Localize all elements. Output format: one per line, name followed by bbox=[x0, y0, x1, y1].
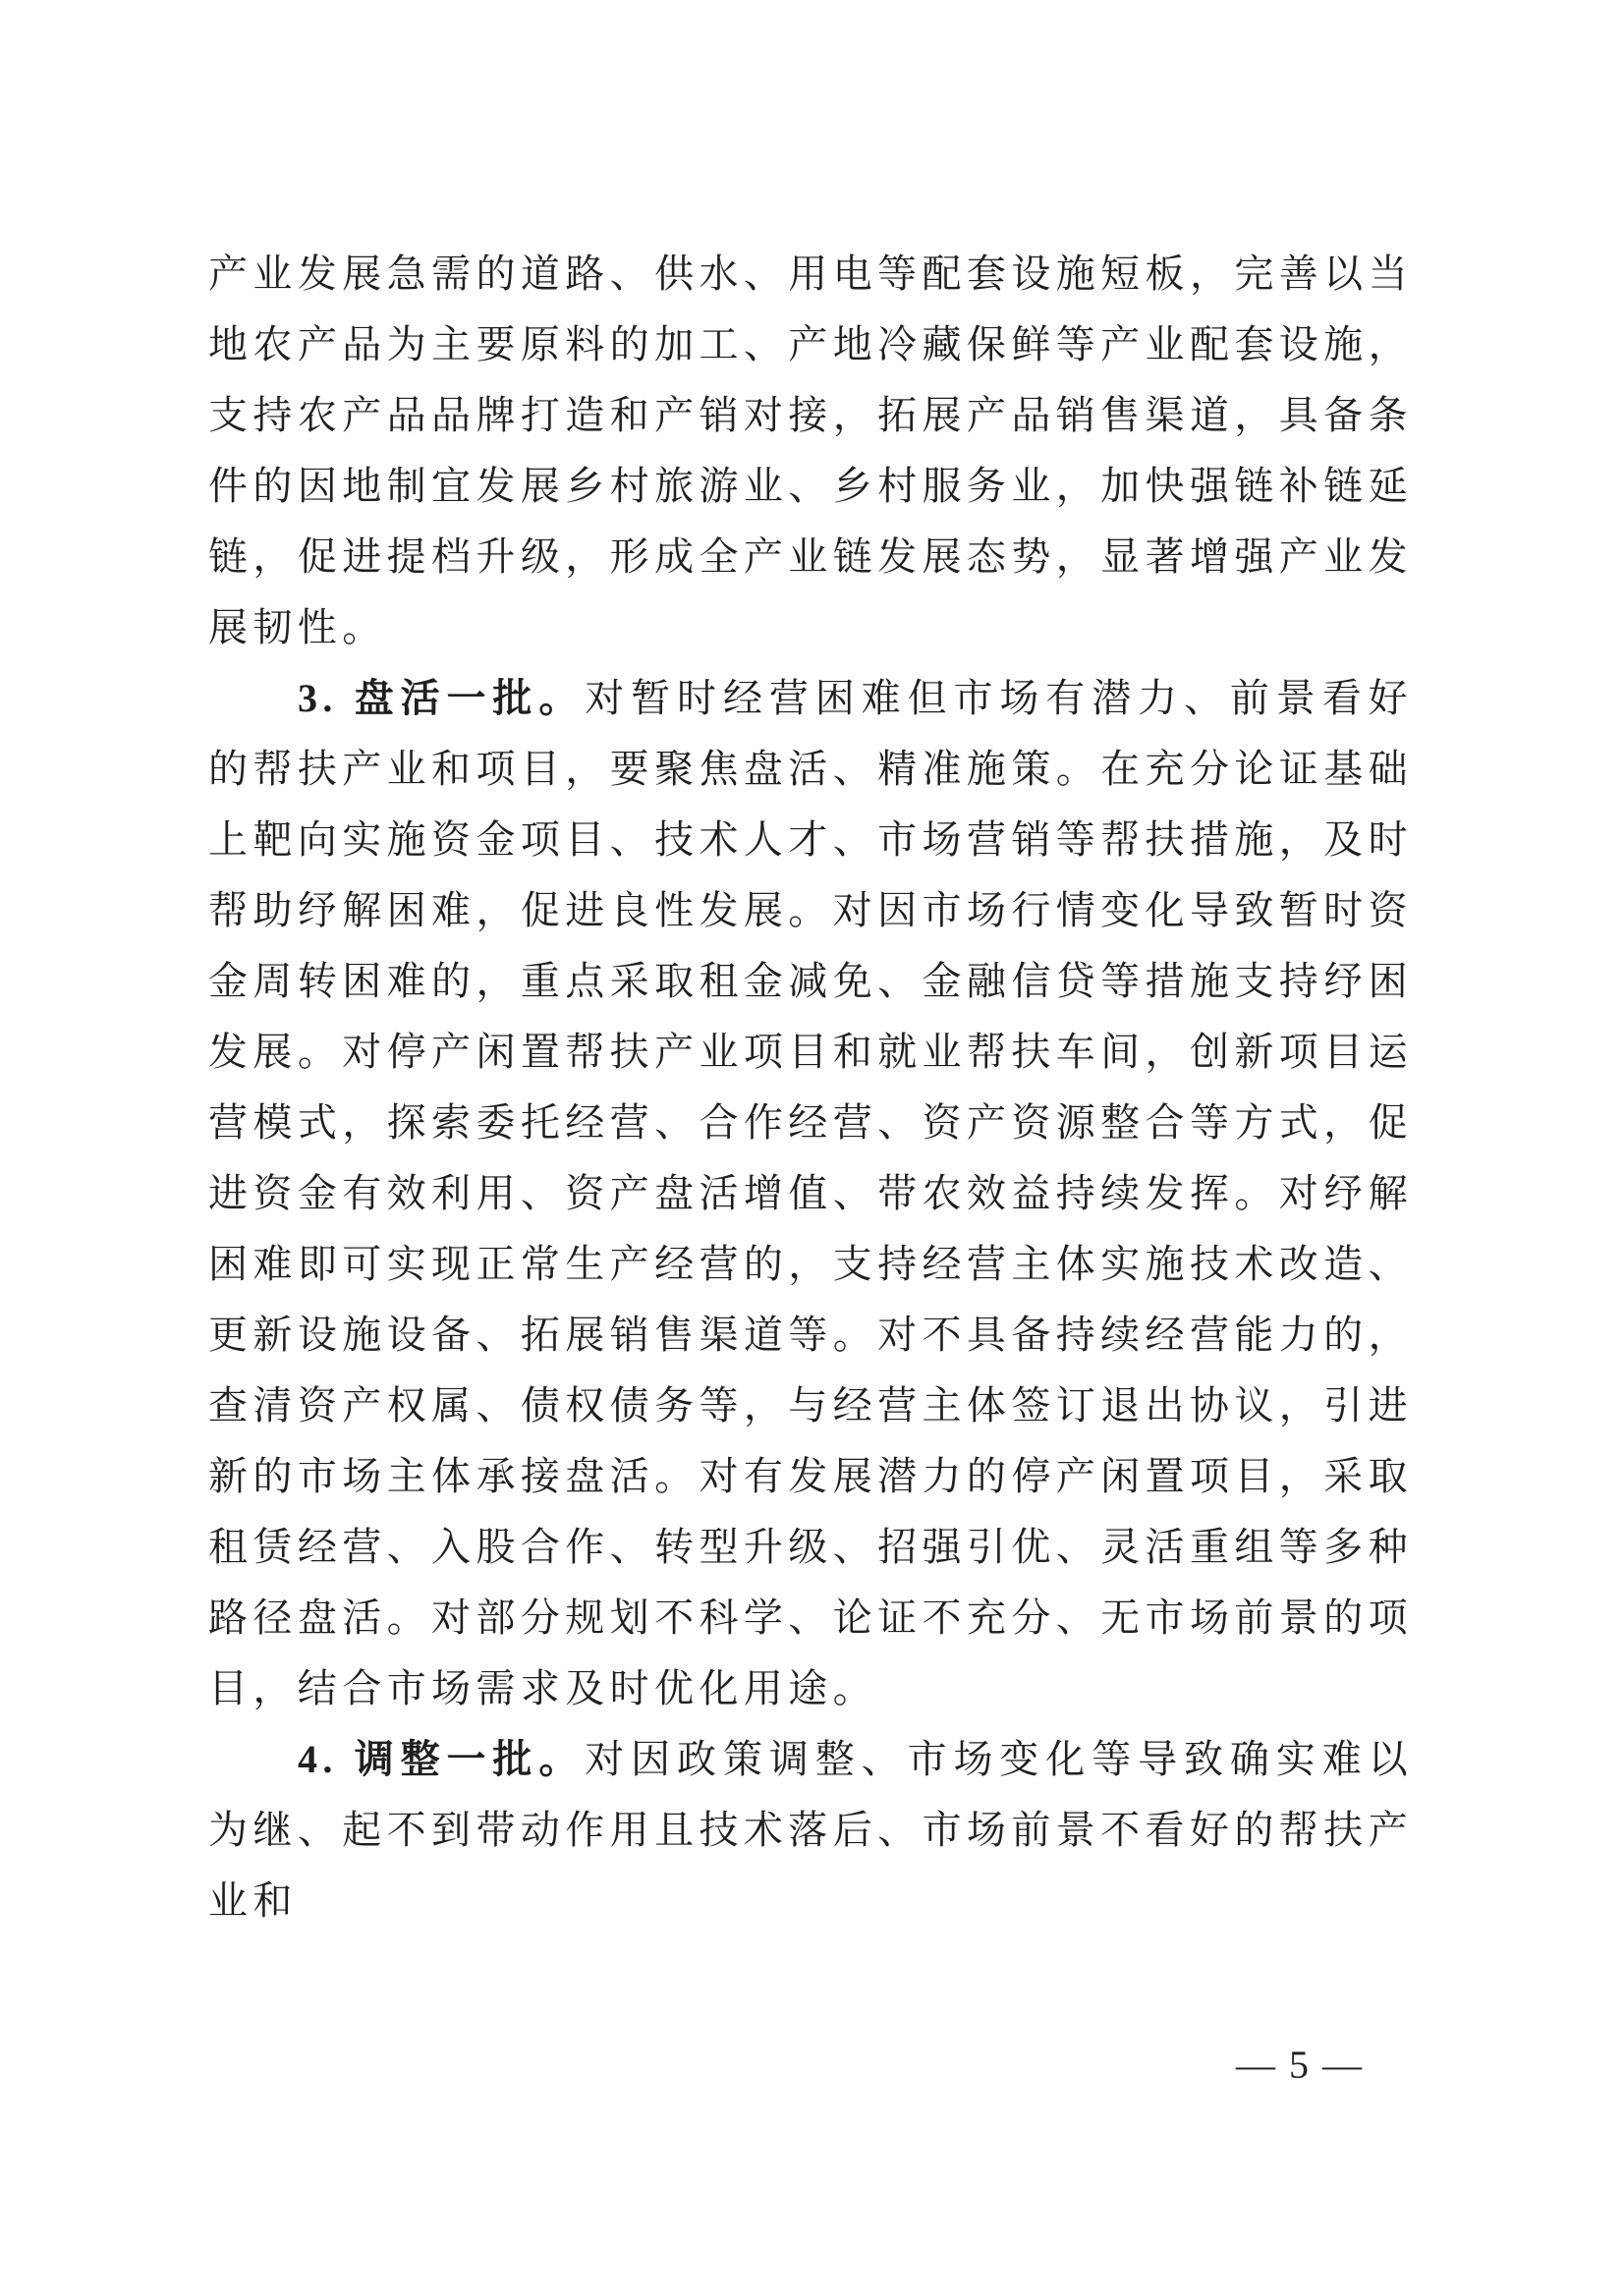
item-heading: 盘活一批。 bbox=[354, 675, 586, 721]
paragraph-text: 产业发展急需的道路、供水、用电等配套设施短板，完善以当地农产品为主要原料的加工、产地冷藏保鲜等产业配套设施，支持农产品品牌打造和产销对接，拓展产品销售渠道，具备条件的因地制宜发展乡村旅游业、乡村服务业，加快强链补链延链，促进提档升级，形成全产业链发展态势，显著增强产业发展韧性。 bbox=[208, 252, 1413, 650]
document-body bbox=[208, 239, 1413, 1936]
paragraph-item-4 bbox=[208, 1724, 1413, 1936]
item-number: 4. bbox=[298, 1737, 355, 1781]
item-heading: 调整一批。 bbox=[354, 1736, 586, 1782]
paragraph-text: 对因政策调整、市场变化等导致确实难以为继、起不到带动作用且技术落后、市场前景不看好的帮扶产业和 bbox=[208, 1737, 1414, 1924]
paragraph-item-3 bbox=[208, 663, 1413, 1724]
paragraph-text: 对暂时经营困难但市场有潜力、前景看好的帮扶产业和项目，要聚焦盘活、精准施策。在充分论证基础上靶向实施资金项目、技术人才、市场营销等帮扶措施，及时帮助纾解困难，促进良性发展。对因市场行情变化导致暂时资金周转困难的，重点采取租金减免、金融信贷等措施支持纾困发展。对停产闲置帮扶产业项目和就业帮扶车间，创新项目运营模式，探索委托经营、合作经营、资产资源整合等方式，促进资金有效利用、资产盘活增值、带农效益持续发挥。对纾解困难即可实现正常生产经营的，支持经营主体实施技术改造、更新设施设备、拓展销售渠道等。对不具备持续经营能力的，查清资产权属、债权债务等，与经营主体签订退出协议，引进新的市场主体承接盘活。对有发展潜力的停产闲置项目，采取租赁经营、入股合作、转型升级、招强引优、灵活重组等多种路径盘活。对部分规划不科学、论证不充分、无市场前景的项目，结合市场需求及时优化用途。 bbox=[208, 676, 1414, 1711]
paragraph-continuation bbox=[208, 239, 1413, 663]
item-number: 3. bbox=[298, 676, 355, 720]
page-number: — 5 — bbox=[1236, 2043, 1364, 2087]
